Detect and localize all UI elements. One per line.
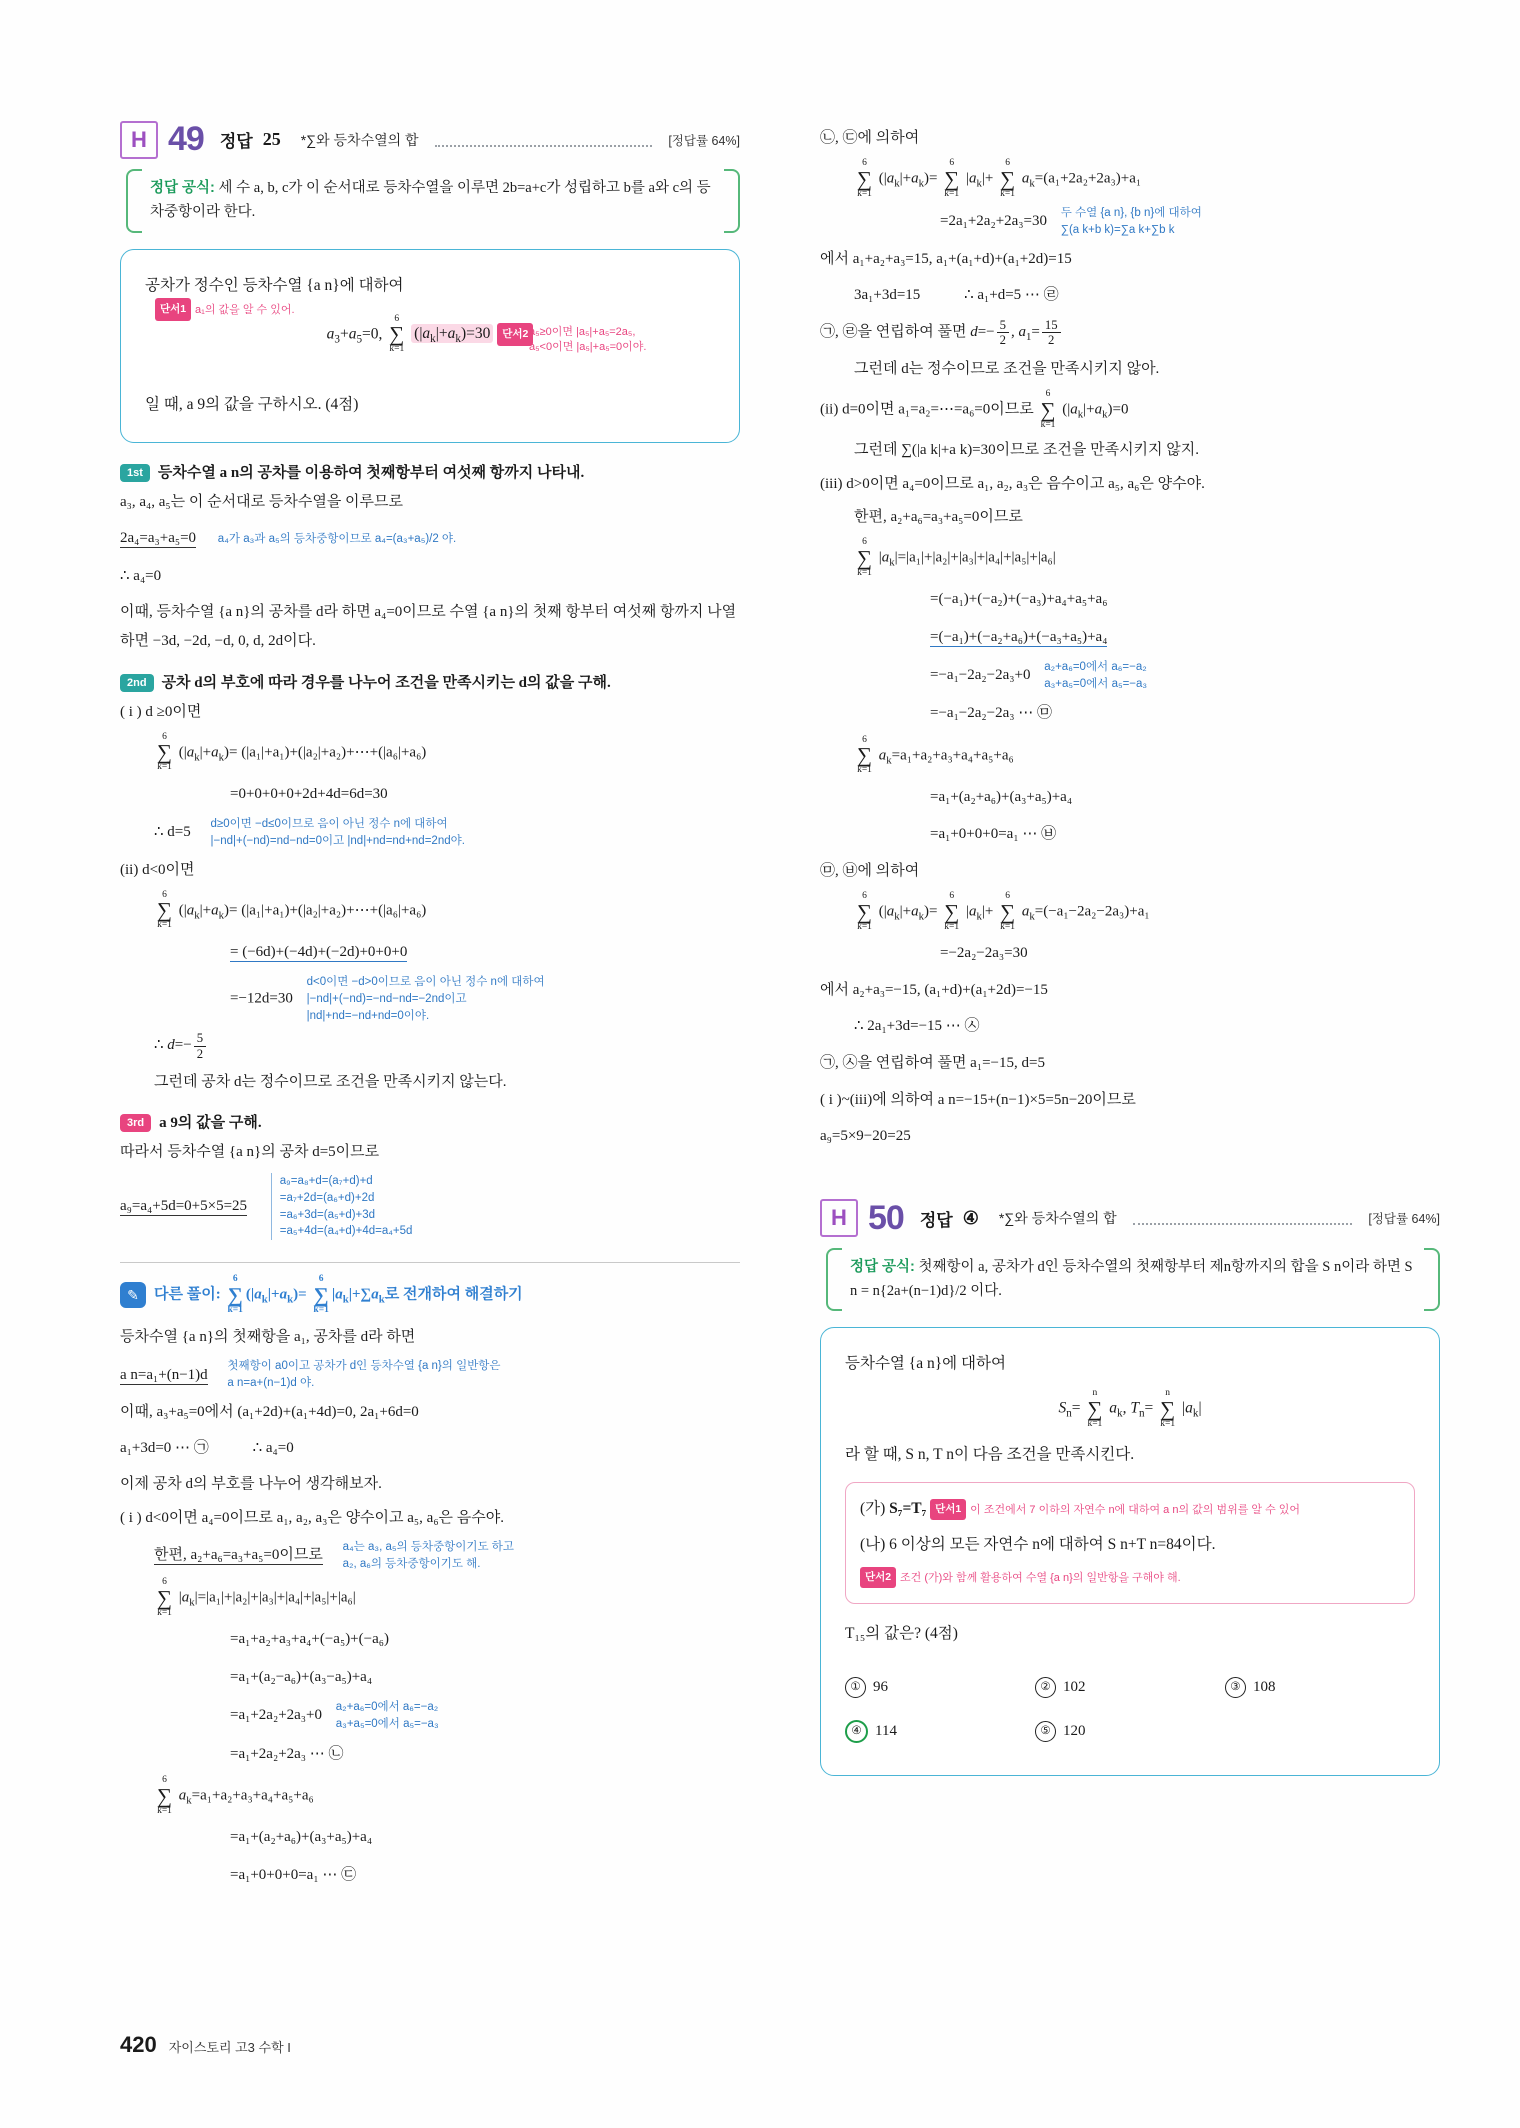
question-number: 50: [868, 1198, 904, 1237]
case-1-note-2: |−nd|+(−nd)=nd−nd=0이고 |nd|+nd=nd+nd=2nd야.: [210, 835, 465, 848]
choice-4-text: 114: [875, 1723, 897, 1740]
question-50-header: [820, 1199, 1440, 1238]
alt-case-1-line-5: =a₁+2a₂+2a₃+0: [230, 1707, 322, 1724]
alt-line-4: a₁+3d=0 ⋯ ㉠: [120, 1439, 209, 1456]
case-2-line-2-text: = (−6d)+(−4d)+(−2d)+0+0+0: [230, 943, 408, 960]
r-line-4: 에서 a₁+a₂+a₃=15, a₁+(a₁+d)+(a₁+2d)=15: [820, 250, 1072, 267]
r-case-2: (ii) d=0이면 a₁=a₂=⋯=a₆=0이므로 6 ∑ k=1 $(|a_k|+a_k)=0$: [820, 389, 1129, 430]
r-case-2-line-2: 그런데 ∑(|a k|+a k)=30이므로 조건을 만족시키지 않지.: [854, 442, 1200, 459]
sigma-symbol: 6 ∑ k=1: [857, 734, 872, 776]
alt-case-1-line-1-row: [154, 1539, 740, 1572]
leader-dots: [435, 133, 653, 147]
highlight-expression: $(|a_k|+a_k)=30$: [411, 324, 493, 343]
r-line-5: 3a₁+3d=15: [854, 286, 921, 303]
r-line-3: =2a₁+2a₂+2a₃=30: [940, 213, 1047, 230]
sigma-symbol: 6 ∑ k=1: [857, 158, 872, 199]
sigma-symbol: 6 ∑ k=1: [157, 889, 172, 931]
case-1-line-3-row: [154, 816, 740, 849]
s1-line-1: a₃, a₄, a₅는 이 순서대로 등차수열을 이루므로: [120, 493, 404, 510]
r-final-8: a₉=5×9−20=25: [820, 1128, 911, 1145]
problem-line-1: 공차가 정수인 등차수열 {a n}에 대하여: [145, 276, 404, 294]
unit-badge-h: H: [820, 1199, 858, 1237]
r-final-7: ( i )~(iii)에 의하여 a n=−15+(n−1)×5=5n−20이므로: [820, 1091, 1136, 1108]
alt-case-1: ( i ) d<0이면 a₄=0이므로 a₁, a₂, a₃은 양수이고 a₅, a₆은 음수야.: [120, 1509, 505, 1526]
alt-case-1-line-9: =a₁+0+0+0=a₁ ⋯ ㉢: [230, 1866, 357, 1883]
hint-tag-1-group: [155, 293, 295, 324]
key-formula-title: 정답 공식:: [150, 180, 215, 196]
condition-na-tag: 단서2: [860, 1567, 896, 1588]
r-case-3-line-7: 6 ∑ k=1 $a_k=a_1+a_2+a_3+a_4+a_5+a_6$: [857, 734, 1014, 776]
sigma-symbol: 6 ∑ k=1: [157, 1577, 172, 1618]
left-column: [120, 120, 740, 1897]
condition-na-note-row: [860, 1563, 1400, 1591]
condition-ga-note: 이 조건에서 7 이하의 자연수 n에 대하여 a n의 값의 범위를 알 수 있어: [970, 1504, 1301, 1517]
p50-line-3: 라 할 때, S n, T n이 다음 조건을 만족시킨다.: [845, 1446, 1135, 1464]
alt-title-post: 로 전개하여 해결하기: [384, 1286, 523, 1303]
p50-question: T₁₅의 값은? (4점): [845, 1625, 958, 1643]
alt-case-1-line-7-text: =a₁+a₂+a₃+a₄+a₅+a₆: [191, 1787, 314, 1804]
case-1-line-3: ∴ d=5: [154, 824, 191, 841]
r-case-3-line-6: =−a₁−2a₂−2a₃ ⋯ ㉤: [930, 705, 1052, 722]
r-final-6: ㉠, ㉦을 연립하여 풀면 a₁=−15, d=5: [820, 1055, 1045, 1072]
case-2-head: (ii) d<0이면: [120, 861, 195, 878]
alt-line-4b: ∴ a₄=0: [252, 1439, 294, 1456]
choice-4[interactable]: [845, 1709, 1035, 1753]
step-3-text: a 9의 값을 구해.: [159, 1115, 262, 1132]
r-final-2: 6 ∑ k=1 $(|a_k|+a_k)=$ 6 ∑ k=1 $|a_k|+$ 6 ∑ k=1 $a_k=(-a_1-2a_2-2a_3)+a_1$: [857, 891, 1150, 932]
r-final-5: ∴ 2a₁+3d=−15 ⋯ ㉦: [854, 1017, 980, 1034]
step-1-chip: 1st: [120, 464, 150, 482]
alt-case-1-note-2: a₂, a₆의 등차중항이기도 해.: [342, 1557, 481, 1570]
alt-case-1-note-1: a₄는 a₃, a₅의 등차중항이기도 하고: [342, 1540, 514, 1553]
r-line-2-text: =(a₁+2a₂+2a₃)+a₁: [1034, 170, 1142, 187]
condition-na-text: 6 이상의 모든 자연수 n에 대하여 S n+T n=84이다.: [889, 1536, 1216, 1554]
r-line-7: 그런데 d는 정수이므로 조건을 만족시키지 않아.: [854, 361, 1160, 378]
r-line-5-row: [854, 280, 1440, 312]
r-line-5b: ∴ a₁+d=5 ⋯ ㉣: [964, 286, 1059, 303]
problem-statement-50: [820, 1327, 1440, 1776]
case-2-line-3-row: [230, 974, 740, 1024]
alt-case-1-line-4: =a₁+(a₂−a₆)+(a₃−a₅)+a₄: [230, 1668, 373, 1685]
key-formula-text: 첫째항이 a, 공차가 d인 등차수열의 첫째항부터 제n항까지의 합을 S n이라 하면 S n = n{2a+(n−1)d}/2 이다.: [850, 1258, 1413, 1299]
choice-5-text: 120: [1062, 1723, 1086, 1740]
step-2: [120, 671, 740, 692]
s3-line-2: a₉=a₄+5d=0+5×5=25: [120, 1198, 248, 1215]
correct-rate: [정답률 64%]: [668, 133, 740, 148]
key-formula-text: 세 수 a, b, c가 이 순서대로 등차수열을 이루면 2b=a+c가 성립하고 b를 a와 c의 등차중항이라 한다.: [150, 180, 711, 220]
r-case-3-line-4-text: =(−a₁)+(−a₂+a₆)+(−a₃+a₅)+a₄: [930, 628, 1108, 645]
step-2-text: 공차 d의 부호에 따라 경우를 나누어 조건을 만족시키는 d의 값을 구해.: [161, 674, 611, 691]
sigma-symbol: 6 ∑ k=1: [1000, 891, 1016, 932]
answer-value: ④: [962, 1207, 979, 1228]
sigma-symbol: 6 ∑ k=1: [1000, 158, 1016, 199]
unit-badge-h: H: [120, 121, 158, 159]
sigma-symbol: 6 ∑ k=1: [227, 1274, 243, 1315]
p50-line-1: 등차수열 {a n}에 대하여: [845, 1355, 1006, 1373]
case-2-line-1: 6 ∑ k=1 $(|a_k|+a_k)=$ (|a₁|+a₁)+(|a₂|+a₂)+⋯+(|a₆|+a₆): [157, 889, 427, 931]
r-case-3-line-9: =a₁+0+0+0=a₁ ⋯ ㉥: [930, 826, 1057, 843]
case-2-note-1: d<0이면 −d>0이므로 음이 아닌 정수 n에 대하여: [306, 976, 545, 989]
leader-dots: [1133, 1211, 1353, 1225]
alt-solution-icon: ✎: [120, 1282, 146, 1308]
choice-4-number: ④: [845, 1720, 868, 1743]
alt-case-1-line-7: 6 ∑ k=1 $a_k=a_1+a_2+a_3+a_4+a_5+a_6$: [157, 1775, 314, 1816]
r-note-1: 두 수열 {a n}, {b n}에 대하여: [1060, 207, 1202, 220]
choice-2-text: 102: [1062, 1679, 1086, 1696]
step-3-chip: 3rd: [120, 1114, 151, 1132]
r-case-3-line-7-text: =a₁+a₂+a₃+a₄+a₅+a₆: [891, 747, 1014, 764]
sigma-symbol: 6 ∑ k=1: [1040, 389, 1056, 430]
s1-line-3: ∴ a₄=0: [120, 567, 162, 584]
sigma-symbol: 6 ∑ k=1: [944, 158, 960, 199]
s1-line-2: 2a₄=a₃+a₅=0: [120, 530, 197, 547]
answer-label: 정답: [219, 132, 253, 151]
r-case-2-text: (ii) d=0이면 a₁=a₂=⋯=a₆=0이므로: [820, 401, 1034, 418]
sigma-symbol: 6 ∑ k=1: [857, 891, 872, 932]
p50-definition: $S_n=$ n ∑ k=1 $a_k$, $T_n=$ n ∑ k=1 $|a_k|$: [1058, 1388, 1202, 1429]
r-case-3-line-8: =a₁+(a₂+a₆)+(a₃+a₅)+a₄: [930, 788, 1073, 805]
step-3: [120, 1111, 740, 1132]
sigma-symbol: 6 ∑ k=1: [944, 891, 960, 932]
condition-ga-text: S₇=T₇: [889, 1500, 927, 1518]
r-note-2: ∑(a k+b k)=∑a k+∑b k: [1060, 223, 1175, 236]
alt-line-5: 이제 공차 d의 부호를 나누어 생각해보자.: [120, 1476, 382, 1493]
case-1-note-1: d≥0이면 −d≤0이므로 음이 아닌 정수 n에 대하여: [210, 818, 448, 831]
hint-tag-2-note-1: a₅≥0이면 |a₅|+a₅=2a₅,: [529, 325, 636, 338]
choice-1[interactable]: [845, 1665, 1035, 1709]
r-case-2-eq: =0: [1112, 401, 1129, 418]
sigma-symbol: 6 ∑ k=1: [313, 1274, 329, 1315]
alt-note-2: a n=a+(n−1)d 야.: [227, 1377, 315, 1390]
case-2-line-1-text: = (|a₁|+a₁)+(|a₂|+a₂)+⋯+(|a₆|+a₆): [229, 902, 427, 919]
r-case-3-line-5-row: [930, 659, 1440, 692]
key-formula-49: [126, 169, 740, 233]
alt-note-1: 첫째항이 a0이고 공차가 d인 등차수열 {a n}의 일반항은: [227, 1360, 501, 1373]
answer-label: 정답: [919, 1210, 953, 1230]
step-1: [120, 461, 740, 482]
alt-case-1-note-3: a₂+a₆=0에서 a₆=−a₂: [335, 1701, 439, 1714]
alt-line-2-row: [120, 1358, 740, 1391]
case-2-line-3: =−12d=30: [230, 990, 293, 1007]
alt-title-pre: 다른 풀이:: [154, 1286, 221, 1303]
step-1-text: 등차수열 a n의 공차를 이용하여 첫째항부터 여섯째 항까지 나타내.: [157, 464, 585, 481]
r-case-3-line-2-text: =|a₁|+|a₂|+|a₃|+|a₄|+|a₅|+|a₆|: [897, 549, 1056, 566]
sigma-symbol: n ∑ k=1: [1087, 1388, 1103, 1429]
hint-tag-2: 단서2: [497, 323, 533, 346]
r-case-3-note-1: a₂+a₆=0에서 a₆=−a₂: [1044, 661, 1147, 674]
key-formula-50: [826, 1248, 1440, 1312]
alt-case-1-line-8: =a₁+(a₂+a₆)+(a₃+a₅)+a₄: [230, 1829, 373, 1846]
condition-ga: [860, 1495, 1400, 1523]
r-case-3: (iii) d>0이면 a₄=0이므로 a₁, a₂, a₃은 음수이고 a₅, a₆은 양수야.: [820, 475, 1205, 492]
choice-3-text: 108: [1252, 1679, 1276, 1696]
alt-case-1-line-2-text: =|a₁|+|a₂|+|a₃|+|a₄|+|a₅|+|a₆|: [197, 1589, 356, 1606]
topic-label: *∑와 등차수열의 합: [300, 131, 419, 148]
question-49-header: [120, 120, 740, 159]
book-title: 자이스토리 고3 수학 I: [168, 2040, 291, 2055]
step-2-chip: 2nd: [120, 674, 154, 692]
s3-note-4: =a₅+4d=(a₄+d)+4d=a₄+5d: [279, 1225, 413, 1238]
alt-case-1-line-5-row: [230, 1699, 740, 1732]
case-1-line-2: =0+0+0+0+2d+4d=6d=30: [230, 785, 388, 802]
s1-note: a₄가 a₃과 a₅의 등차중항이므로 a₄=(a₃+a₅)/2 야.: [217, 533, 457, 546]
question-number: 49: [168, 120, 204, 158]
choice-3[interactable]: [1225, 1665, 1415, 1709]
case-1-head: ( i ) d ≥0이면: [120, 703, 202, 720]
case-1-line-1: 6 ∑ k=1 $(|a_k|+a_k)=$ (|a₁|+a₁)+(|a₂|+a₂)+⋯+(|a₆|+a₆): [157, 731, 427, 773]
condition-na: [860, 1531, 1400, 1559]
r-case-3-line-5: =−a₁−2a₂−2a₃+0: [930, 667, 1031, 684]
r-line-1: ㉡, ㉢에 의하여: [820, 130, 920, 146]
key-formula-title: 정답 공식:: [850, 1258, 915, 1275]
condition-box: [845, 1482, 1415, 1604]
sigma-symbol: 6 ∑ k=1: [389, 313, 405, 355]
alt-line-2: a n=a₁+(n−1)d: [120, 1366, 208, 1383]
condition-ga-tag: 단서1: [930, 1499, 966, 1520]
alt-case-1-note-4: a₃+a₅=0에서 a₅=−a₃: [335, 1718, 439, 1730]
case-2-note-3: |nd|+nd=−nd+nd=0이야.: [306, 1009, 430, 1022]
alt-case-1-line-3: =a₁+a₂+a₃+a₄+(−a₅)+(−a₆): [230, 1631, 389, 1648]
sigma-symbol: 6 ∑ k=1: [857, 537, 872, 578]
right-column: [820, 120, 1440, 1794]
r-final-4: 에서 a₂+a₃=−15, (a₁+d)+(a₁+2d)=−15: [820, 981, 1048, 998]
r-line-3-row: [940, 205, 1440, 238]
r-final-1: ㉤, ㉥에 의하여: [820, 862, 920, 879]
sigma-symbol: 6 ∑ k=1: [157, 731, 172, 773]
choice-3-number: ③: [1225, 1677, 1246, 1698]
alt-case-1-line-6: =a₁+2a₂+2a₃ ⋯ ㉡: [230, 1745, 344, 1762]
hint-tag-2-note-2: a₅<0이면 |a₅|+a₅=0이야.: [529, 340, 647, 353]
s1-line-4: 이때, 등차수열 {a n}의 공차를 d라 하면 a₄=0이므로 수열 {a n}의 첫째 항부터 여섯째 항까지 나열하면 −3d, −2d, −d, 0, d, 2d이다.: [120, 604, 737, 650]
alt-line-4-row: [120, 1433, 740, 1465]
r-line-6: ㉠, ㉣을 연립하여 풀면 d=− $\frac{5}{2}$ , $a_1=$ $\frac{15}{2}$: [820, 317, 1440, 349]
topic-label: *∑와 등차수열의 합: [998, 1210, 1117, 1227]
r-case-3-line-3: =(−a₁)+(−a₂)+(−a₃)+a₄+a₅+a₆: [930, 591, 1108, 608]
case-2-line-2: [230, 937, 740, 969]
sigma-symbol: 6 ∑ k=1: [157, 1775, 172, 1816]
alt-line-1: 등차수열 {a n}의 첫째항을 a₁, 공차를 d라 하면: [120, 1329, 416, 1346]
alternative-solution-header: [120, 1262, 740, 1315]
r-case-3-line-1: 한편, a₂+a₆=a₃+a₅=0이므로: [854, 508, 1023, 525]
r-final-3: =−2a₂−2a₃=30: [940, 945, 1028, 962]
s3-note-3: =a₆+3d=(a₅+d)+3d: [279, 1208, 376, 1221]
case-2-line-4: ∴ d=− $\frac{5}{2}$: [154, 1030, 740, 1062]
r-case-3-note-2: a₃+a₅=0에서 a₅=−a₃: [1044, 677, 1148, 690]
alt-case-1-line-2: 6 ∑ k=1 $|a_k|=|a_1|+|a_2|+|a_3|+|a_4|+|a_5|+|a_6|$: [157, 1577, 356, 1618]
page-footer: [120, 2032, 291, 2058]
alt-case-1-line-1: 한편, a₂+a₆=a₃+a₅=0이므로: [154, 1547, 323, 1564]
r-line-2: 6 ∑ k=1 $(|a_k|+a_k)=$ 6 ∑ k=1 $|a_k|+$ 6 ∑ k=1 $a_k=(a_1+2a_2+2a_3)+a_1$: [857, 158, 1142, 199]
case-2-note-2: |−nd|+(−nd)=−nd−nd=−2nd이고: [306, 993, 467, 1006]
condition-na-note: 조건 (가)와 함께 활용하여 수열 {a n}의 일반항을 구해야 해.: [900, 1572, 1181, 1585]
s3-note-1: a₉=a₈+d=(a₇+d)+d: [279, 1175, 373, 1188]
choice-2-number: ②: [1035, 1677, 1056, 1698]
hint-tag-2-notes: [529, 325, 719, 355]
answer-choices: [845, 1665, 1415, 1753]
s3-line-2-row: [120, 1173, 740, 1240]
answer-value: 25: [262, 129, 281, 149]
condition-na-label: (나): [860, 1536, 886, 1554]
choice-2[interactable]: [1035, 1665, 1225, 1709]
alt-solution-title: 다른 풀이: 6 ∑ k=1 $(|a_k|+a_k)=$ 6 ∑ k=1 $|a_k|+\sum a_k$로 전개하여 해결하기: [154, 1274, 523, 1315]
case-2-line-5: 그런데 공차 d는 정수이므로 조건을 만족시키지 않는다.: [154, 1073, 507, 1090]
correct-rate: [정답률 64%]: [1368, 1212, 1440, 1227]
r-final-2-text: =(−a₁−2a₂−2a₃)+a₁: [1034, 903, 1150, 920]
s3-note-2: =a₇+2d=(a₆+d)+2d: [279, 1192, 375, 1205]
choice-1-text: 96: [873, 1679, 888, 1696]
hint-tag-1: 단서1: [155, 298, 191, 321]
problem-statement-49: [120, 249, 740, 443]
alt-line-3: 이때, a₃+a₅=0에서 (a₁+2d)+(a₁+4d)=0, 2a₁+6d=0: [120, 1403, 419, 1420]
problem-line-3: 일 때, a 9의 값을 구하시오. (4점): [145, 395, 359, 413]
choice-5[interactable]: [1035, 1709, 1225, 1753]
hint-tag-1-note: a₁의 값을 알 수 있어.: [195, 303, 295, 316]
s3-line-1: 따라서 등차수열 {a n}의 공차 d=5이므로: [120, 1144, 380, 1161]
s1-line-2-row: [120, 523, 740, 555]
page-number: 420: [120, 2032, 157, 2057]
choice-1-number: ①: [845, 1677, 866, 1698]
sigma-symbol: n ∑ k=1: [1160, 1388, 1176, 1429]
condition-ga-label: (가): [860, 1500, 886, 1518]
problem-equation: $a_3+a_5=0$, 6 ∑ k=1 $(|a_k|+a_k)=30$ 단서2: [145, 315, 715, 355]
choice-5-number: ⑤: [1035, 1721, 1056, 1742]
r-case-3-line-4: [930, 622, 1440, 654]
case-1-line-1-text: = (|a₁|+a₁)+(|a₂|+a₂)+⋯+(|a₆|+a₆): [229, 744, 427, 761]
r-case-3-line-2: 6 ∑ k=1 $|a_k|=|a_1|+|a_2|+|a_3|+|a_4|+|a_5|+|a_6|$: [857, 537, 1056, 578]
